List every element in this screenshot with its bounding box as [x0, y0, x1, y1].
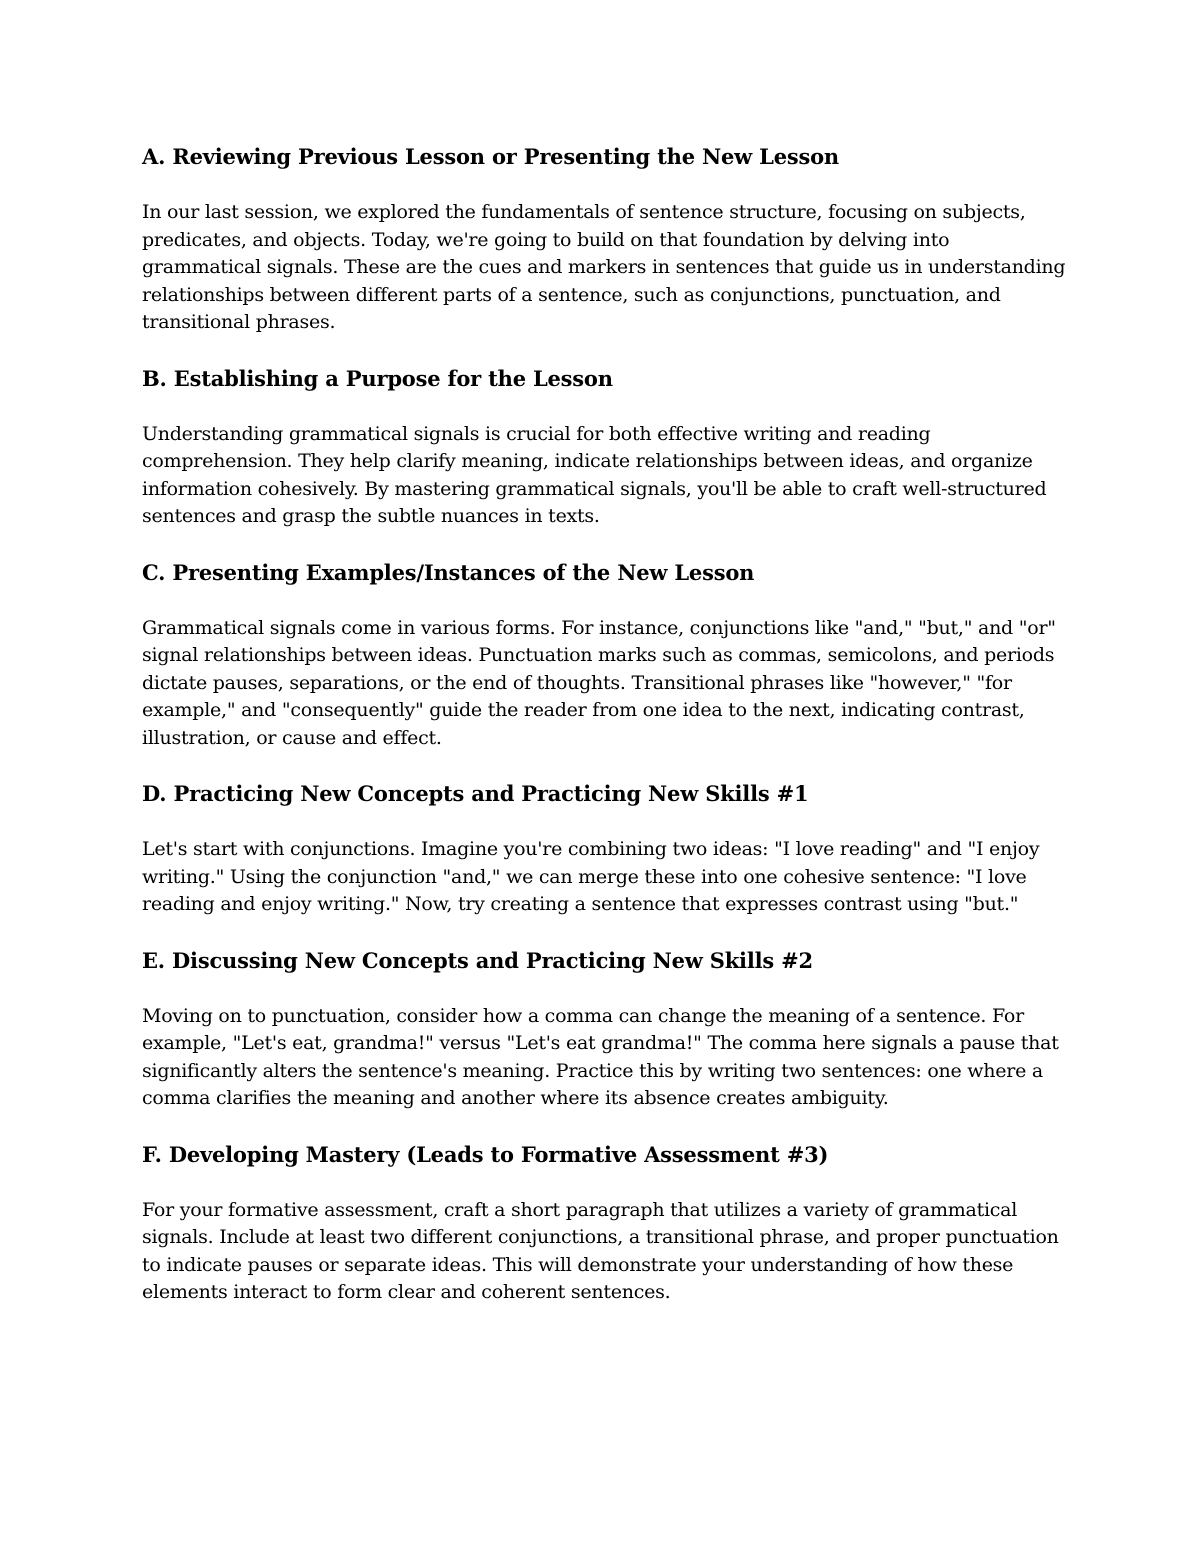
section-f	[142, 1141, 1067, 1307]
section-heading: B. Establishing a Purpose for the Lesson	[142, 365, 613, 391]
section-paragraph: Understanding grammatical signals is crucial for both effective writing and reading comprehension. They help clarify meaning, indicate relationships between ideas, and organize information cohesively. By mastering grammatical signals, you'll be able to craft well-structured sentences and grasp the subtle nuances in texts.	[142, 422, 1047, 527]
section-paragraph: Grammatical signals come in various forms. For instance, conjunctions like "and," "but," and "or" signal relationships between ideas. Punctuation marks such as commas, semicolons, and periods dictate pauses, separations, or the end of thoughts. Transitional phrases like "however," "for example," and "consequently" guide the reader from one idea to the next, indicating contrast, illustration, or cause and effect.	[142, 616, 1056, 749]
section-paragraph: Moving on to punctuation, consider how a comma can change the meaning of a sentence. For example, "Let's eat, grandma!" versus "Let's eat grandma!" The comma here signals a pause that significantly alters the sentence's meaning. Practice this by writing two sentences: one where a comma clarifies the meaning and another where its absence creates ambiguity.	[142, 1004, 1059, 1109]
section-paragraph: In our last session, we explored the fundamentals of sentence structure, focusing on subjects, predicates, and objects. Today, we're going to build on that foundation by delving into grammatical signals. These are the cues and markers in sentences that guide us in understanding relationships between different parts of a sentence, such as conjunctions, punctuation, and transitional phrases.	[142, 201, 1066, 333]
section-heading: F. Developing Mastery (Leads to Formative Assessment #3)	[142, 1141, 829, 1167]
section-heading: C. Presenting Examples/Instances of the New Lesson	[142, 559, 755, 585]
section-e	[142, 947, 1067, 1113]
document-body	[142, 143, 1067, 1307]
section-paragraph: For your formative assessment, craft a short paragraph that utilizes a variety of grammatical signals. Include at least two different conjunctions, a transitional phrase, and proper punctuation to indicate pauses or separate ideas. This will demonstrate your understanding of how these elements interact to form clear and coherent sentences.	[142, 1198, 1059, 1303]
section-d	[142, 780, 1067, 919]
section-heading: E. Discussing New Concepts and Practicing New Skills #2	[142, 947, 813, 973]
section-c	[142, 559, 1067, 753]
section-paragraph: Let's start with conjunctions. Imagine you're combining two ideas: "I love reading" and "I enjoy writing." Using the conjunction "and," we can merge these into one cohesive sentence: "I love reading and enjoy writing." Now, try creating a sentence that expresses contrast using "but."	[142, 838, 1040, 915]
section-heading: A. Reviewing Previous Lesson or Presenting the New Lesson	[142, 144, 839, 169]
section-b	[142, 365, 1067, 531]
section-heading: D. Practicing New Concepts and Practicing New Skills #1	[142, 781, 809, 806]
section-a	[142, 143, 1067, 337]
